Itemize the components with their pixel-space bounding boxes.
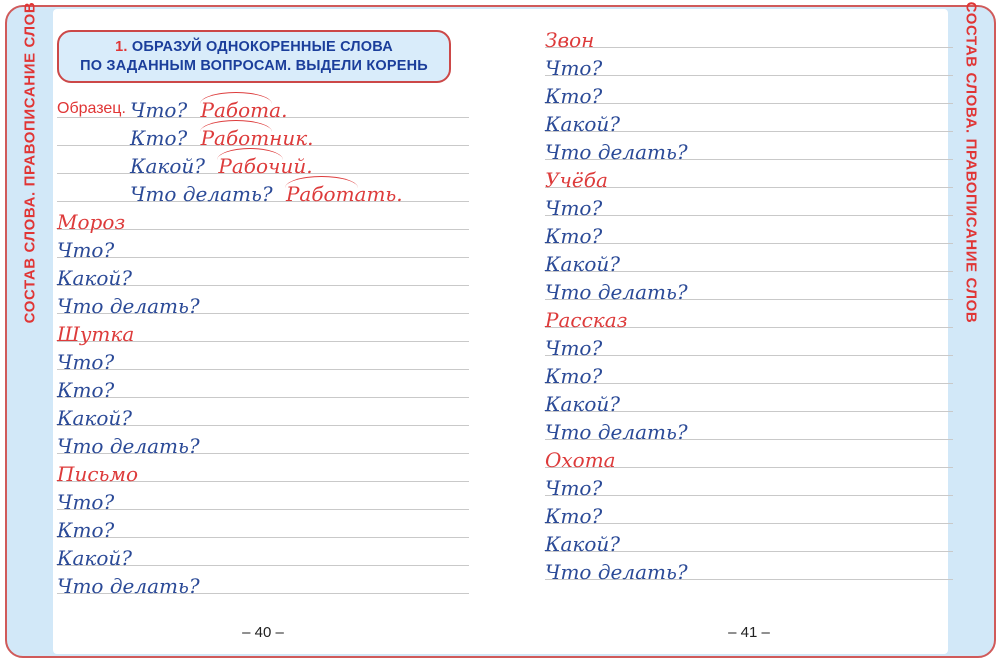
question-line: Что? [57, 238, 115, 262]
question-line: Какой? [57, 546, 132, 570]
question-line: Кто? [545, 364, 603, 388]
question-line: Что? [545, 336, 603, 360]
section-word: Шутка [57, 322, 135, 346]
question-line: Что? [545, 196, 603, 220]
question-line: Что делать? [545, 420, 688, 444]
page-41-number: – 41 – [728, 624, 770, 641]
writing-line [545, 328, 953, 360]
question-line: Кто? [57, 518, 115, 542]
writing-line [57, 146, 469, 178]
writing-line [545, 524, 953, 556]
root-arc-icon [200, 92, 273, 104]
writing-line [57, 370, 469, 402]
right-margin-band [948, 1, 994, 324]
example-question: Какой? [130, 154, 212, 178]
section-word: Письмо [57, 462, 139, 486]
writing-line [545, 384, 953, 416]
question-line: Кто? [545, 504, 603, 528]
section-word: Звон [545, 28, 595, 52]
question-line: Кто? [545, 224, 603, 248]
writing-line [545, 104, 953, 136]
question-line: Какой? [545, 252, 620, 276]
writing-line [57, 230, 469, 262]
writing-line [545, 76, 953, 108]
example-question: Кто? [130, 126, 194, 150]
page-40-number: – 40 – [242, 624, 284, 641]
question-line: Какой? [545, 112, 620, 136]
section-word: Учёба [545, 168, 608, 192]
root-arc-icon [285, 176, 358, 188]
section-word: Рассказ [545, 308, 628, 332]
task-number: 1. [115, 38, 128, 55]
right-margin-title: СОСТАВ СЛОВА. ПРАВОПИСАНИЕ СЛОВ [962, 1, 980, 324]
writing-line [545, 552, 953, 584]
question-line: Что? [545, 56, 603, 80]
word-root: Работ [201, 98, 270, 122]
left-margin-title: СОСТАВ СЛОВА. ПРАВОПИСАНИЕ СЛОВ [21, 1, 39, 324]
writing-line [545, 188, 953, 220]
question-line: Какой? [57, 406, 132, 430]
writing-line [57, 454, 469, 486]
writing-line [57, 286, 469, 318]
writing-line [545, 356, 953, 388]
writing-line [545, 468, 953, 500]
page-41-lines [545, 20, 953, 584]
root-arc-icon [200, 120, 273, 132]
question-line: Что? [57, 350, 115, 374]
task-line-2: ПО ЗАДАННЫМ ВОПРОСАМ. ВЫДЕЛИ КОРЕНЬ [80, 57, 428, 74]
writing-line [57, 510, 469, 542]
question-line: Что делать? [545, 140, 688, 164]
question-line: Что? [545, 476, 603, 500]
page-40-lines [57, 90, 469, 598]
writing-line [57, 202, 469, 234]
question-line: Что делать? [57, 434, 200, 458]
question-line: Какой? [545, 392, 620, 416]
root-arc-icon [217, 148, 283, 160]
example-answer: Работ ник. [201, 126, 314, 150]
writing-line [57, 482, 469, 514]
question-line: Что делать? [545, 560, 688, 584]
writing-line [545, 300, 953, 332]
example-answer: Рабоч ий. [218, 154, 312, 178]
example-answer: Работ а. [201, 98, 288, 122]
word-root: Рабоч [218, 154, 280, 178]
section-word: Мороз [57, 210, 126, 234]
task-line-1 [115, 38, 393, 57]
question-line: Какой? [57, 266, 132, 290]
left-margin-band [7, 1, 53, 324]
task-box [57, 30, 451, 83]
section-word: Охота [545, 448, 616, 472]
writing-line [57, 258, 469, 290]
writing-line [57, 566, 469, 598]
writing-line [545, 244, 953, 276]
writing-line [545, 20, 953, 52]
question-line: Что делать? [57, 294, 200, 318]
question-line: Какой? [545, 532, 620, 556]
writing-line [545, 48, 953, 80]
writing-line [57, 90, 469, 122]
writing-line [57, 118, 469, 150]
writing-line [57, 314, 469, 346]
task-title-part1: ОБРАЗУЙ ОДНОКОРЕННЫЕ СЛОВА [131, 38, 393, 55]
example-question: Что? [130, 98, 194, 122]
writing-line [57, 398, 469, 430]
question-line: Кто? [545, 84, 603, 108]
writing-line [57, 342, 469, 374]
example-question: Что делать? [130, 182, 279, 206]
question-line: Что? [57, 490, 115, 514]
example-label: Образец. [57, 100, 126, 117]
writing-line [545, 132, 953, 164]
writing-line [57, 426, 469, 458]
question-line: Что делать? [545, 280, 688, 304]
word-root: Работ [201, 126, 270, 150]
question-line: Кто? [57, 378, 115, 402]
example-answer: Работ ать. [286, 182, 403, 206]
question-line: Что делать? [57, 574, 200, 598]
writing-line [545, 496, 953, 528]
writing-line [545, 272, 953, 304]
word-root: Работ [286, 182, 355, 206]
writing-line [57, 174, 469, 206]
writing-line [57, 538, 469, 570]
writing-line [545, 412, 953, 444]
writing-line [545, 440, 953, 472]
writing-line [545, 160, 953, 192]
writing-line [545, 216, 953, 248]
